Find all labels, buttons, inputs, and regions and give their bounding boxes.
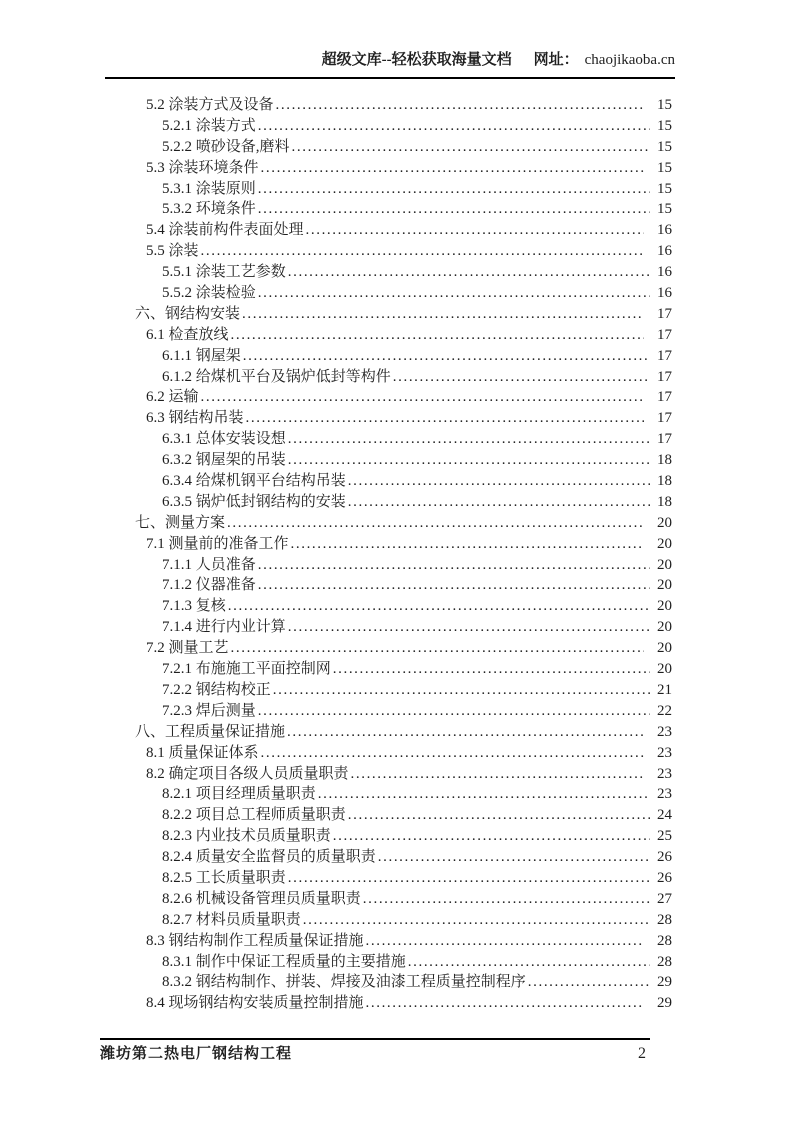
toc-entry: [162, 680, 672, 701]
toc-dot-leader: [303, 910, 650, 931]
toc-entry-title: 8.2 确定项目各级人员质量职责: [146, 765, 349, 782]
toc-entry: [162, 659, 672, 680]
toc-entry-page: 15: [657, 138, 672, 155]
toc-entry-page: 17: [657, 368, 672, 385]
toc-entry-title: 8.2.2 项目总工程师质量职责: [162, 807, 346, 824]
toc-entry-page: 17: [657, 410, 672, 427]
header-url-label: 网址：: [533, 52, 579, 68]
toc-dot-leader: [306, 220, 644, 241]
toc-entry-title: 8.2.6 机械设备管理员质量职责: [162, 890, 361, 907]
toc-dot-leader: [348, 492, 650, 513]
page-header: [105, 52, 675, 79]
toc-entry-title: 6.3 钢结构吊装: [146, 410, 244, 427]
toc-entry-page: 23: [657, 786, 672, 803]
footer-page-number: 2: [638, 1045, 646, 1062]
toc-entry: [135, 722, 672, 743]
toc-entry: [146, 638, 672, 659]
toc-entry-page: 20: [657, 598, 672, 615]
toc-entry: [162, 283, 672, 304]
toc-entry-title: 7.2.2 钢结构校正: [162, 681, 271, 698]
toc-entry-title: 5.3.2 环境条件: [162, 201, 256, 218]
toc-entry-title: 七、测量方案: [135, 514, 226, 531]
toc-entry-page: 17: [657, 326, 672, 343]
toc-entry-page: 28: [657, 932, 672, 949]
toc-entry: [162, 199, 672, 220]
toc-dot-leader: [351, 764, 644, 785]
toc-dot-leader: [243, 346, 650, 367]
toc-entry-title: 8.2.7 材料员质量职责: [162, 911, 301, 928]
toc-entry-page: 16: [657, 264, 672, 281]
toc-entry-title: 5.4 涂装前构件表面处理: [146, 222, 304, 239]
footer-project-name: 潍坊第二热电厂钢结构工程: [100, 1046, 293, 1062]
toc-dot-leader: [363, 889, 650, 910]
toc-entry-page: 15: [657, 180, 672, 197]
toc-entry-title: 7.2.3 焊后测量: [162, 702, 256, 719]
toc-entry: [162, 429, 672, 450]
toc-entry: [146, 387, 672, 408]
toc-dot-leader: [258, 701, 650, 722]
toc-entry-title: 6.3.4 给煤机钢平台结构吊装: [162, 473, 346, 490]
toc-dot-leader: [258, 575, 650, 596]
toc-entry-page: 29: [657, 995, 672, 1012]
toc-entry-page: 28: [657, 911, 672, 928]
toc-entry-page: 21: [657, 681, 672, 698]
toc-entry: [162, 137, 672, 158]
toc-entry-page: 23: [657, 744, 672, 761]
toc-entry-title: 8.3 钢结构制作工程质量保证措施: [146, 932, 364, 949]
header-text: [105, 52, 675, 68]
toc-dot-leader: [348, 471, 650, 492]
toc-entry-page: 16: [657, 285, 672, 302]
toc-entry-title: 8.4 现场钢结构安装质量控制措施: [146, 995, 364, 1012]
toc-entry-page: 17: [657, 389, 672, 406]
toc-entry: [162, 910, 672, 931]
toc-entry: [162, 784, 672, 805]
toc-list: [135, 95, 672, 1014]
toc-dot-leader: [258, 283, 650, 304]
toc-entry-page: 20: [657, 556, 672, 573]
toc-entry-title: 6.1.1 钢屋架: [162, 347, 241, 364]
toc-entry-page: 20: [657, 640, 672, 657]
toc-entry-title: 8.3.2 钢结构制作、拼装、焊接及油漆工程质量控制程序: [162, 974, 526, 991]
toc-entry: [162, 575, 672, 596]
toc-dot-leader: [292, 137, 650, 158]
toc-entry: [146, 95, 672, 116]
toc-entry-page: 28: [657, 953, 672, 970]
toc-entry-page: 15: [657, 201, 672, 218]
toc-dot-leader: [242, 304, 644, 325]
toc-entry: [162, 889, 672, 910]
toc-entry: [162, 492, 672, 513]
toc-entry-title: 7.1.3 复核: [162, 598, 226, 615]
toc-entry: [162, 450, 672, 471]
header-site-slogan: 超级文库--轻松获取海量文档: [321, 52, 512, 68]
toc-entry: [162, 952, 672, 973]
toc-dot-leader: [291, 534, 644, 555]
toc-dot-leader: [366, 931, 644, 952]
toc-entry-title: 8.3.1 制作中保证工程质量的主要措施: [162, 953, 406, 970]
toc-entry: [146, 158, 672, 179]
toc-entry-page: 29: [657, 974, 672, 991]
toc-entry: [146, 220, 672, 241]
toc-entry-page: 20: [657, 619, 672, 636]
toc-entry: [162, 179, 672, 200]
toc-entry: [162, 262, 672, 283]
toc-entry-page: 27: [657, 890, 672, 907]
toc-entry-title: 6.1 检查放线: [146, 326, 229, 343]
toc-entry: [146, 931, 672, 952]
toc-entry-title: 八、工程质量保证措施: [135, 723, 286, 740]
toc-entry-title: 5.2 涂装方式及设备: [146, 97, 274, 113]
toc-entry: [146, 764, 672, 785]
toc-dot-leader: [333, 826, 650, 847]
toc-entry: [162, 847, 672, 868]
toc-entry: [162, 617, 672, 638]
toc-entry-title: 六、钢结构安装: [135, 305, 241, 322]
toc-entry-title: 5.2.2 喷砂设备,磨料: [162, 138, 290, 155]
toc-entry-title: 7.1 测量前的准备工作: [146, 535, 289, 552]
toc-entry: [162, 367, 672, 388]
toc-entry-title: 6.2 运输: [146, 389, 199, 406]
toc-entry-title: 8.2.4 质量安全监督员的质量职责: [162, 849, 376, 866]
toc-dot-leader: [273, 680, 650, 701]
toc-entry-page: 15: [657, 97, 672, 113]
toc-entry-title: 6.1.2 给煤机平台及锅炉低封等构件: [162, 368, 391, 385]
toc-dot-leader: [366, 993, 644, 1014]
header-url: chaojikaoba.cn: [584, 52, 675, 68]
toc-entry-page: 18: [657, 452, 672, 469]
toc-dot-leader: [261, 158, 644, 179]
toc-entry: [162, 555, 672, 576]
toc-entry: [162, 346, 672, 367]
toc-entry-title: 5.5.2 涂装检验: [162, 285, 256, 302]
toc-dot-leader: [231, 325, 644, 346]
toc-entry-page: 20: [657, 535, 672, 552]
toc-entry-title: 7.2.1 布施施工平面控制网: [162, 661, 331, 678]
toc-entry-title: 5.5.1 涂装工艺参数: [162, 264, 286, 281]
toc-entry: [162, 596, 672, 617]
toc-entry: [146, 534, 672, 555]
toc-entry-title: 8.2.3 内业技术员质量职责: [162, 828, 331, 845]
toc-entry-title: 5.3 涂装环境条件: [146, 159, 259, 176]
toc-entry-page: 23: [657, 765, 672, 782]
toc-entry-title: 7.2 测量工艺: [146, 640, 229, 657]
toc-entry-page: 20: [657, 661, 672, 678]
toc-dot-leader: [201, 241, 644, 262]
toc-entry-title: 6.3.5 锅炉低封钢结构的安装: [162, 493, 346, 510]
toc-entry-title: 5.5 涂装: [146, 243, 199, 260]
toc-entry-page: 22: [657, 702, 672, 719]
toc-entry: [146, 241, 672, 262]
toc-entry-page: 16: [657, 222, 672, 239]
toc-dot-leader: [287, 722, 644, 743]
toc-entry: [162, 826, 672, 847]
toc-entry-title: 5.3.1 涂装原则: [162, 180, 256, 197]
toc-dot-leader: [528, 972, 650, 993]
toc-dot-leader: [201, 387, 644, 408]
header-rule: [105, 77, 675, 79]
toc-dot-leader: [348, 805, 650, 826]
toc-dot-leader: [246, 408, 644, 429]
toc-entry-page: 23: [657, 723, 672, 740]
toc-entry: [146, 743, 672, 764]
page-footer: [100, 1038, 650, 1063]
toc-dot-leader: [288, 450, 650, 471]
toc-dot-leader: [288, 262, 650, 283]
toc-dot-leader: [318, 784, 650, 805]
toc-entry-page: 24: [657, 807, 672, 824]
toc-dot-leader: [378, 847, 650, 868]
toc-entry-title: 8.2.1 项目经理质量职责: [162, 786, 316, 803]
toc-entry: [135, 304, 672, 325]
toc-entry: [162, 116, 672, 137]
toc-dot-leader: [228, 596, 650, 617]
toc-dot-leader: [276, 95, 644, 116]
toc-dot-leader: [261, 743, 644, 764]
toc-entry-page: 17: [657, 305, 672, 322]
toc-entry-title: 7.1.1 人员准备: [162, 556, 256, 573]
toc-entry-title: 7.1.4 进行内业计算: [162, 619, 286, 636]
toc-entry-page: 15: [657, 117, 672, 134]
toc-dot-leader: [258, 179, 650, 200]
toc-entry-page: 20: [657, 514, 672, 531]
toc-entry-page: 17: [657, 431, 672, 448]
toc-entry-title: 8.2.5 工长质量职责: [162, 869, 286, 886]
toc-dot-leader: [288, 868, 650, 889]
toc-entry-page: 18: [657, 473, 672, 490]
toc-entry: [162, 805, 672, 826]
toc-entry: [162, 471, 672, 492]
toc-entry-page: 17: [657, 347, 672, 364]
toc-entry-page: 20: [657, 577, 672, 594]
toc-dot-leader: [258, 116, 650, 137]
toc-entry-title: 8.1 质量保证体系: [146, 744, 259, 761]
toc-entry-page: 25: [657, 828, 672, 845]
toc-entry: [135, 513, 672, 534]
toc-entry-page: 26: [657, 849, 672, 866]
toc-entry: [162, 972, 672, 993]
toc-entry-page: 18: [657, 493, 672, 510]
toc-entry: [146, 325, 672, 346]
toc-entry-title: 6.3.1 总体安装设想: [162, 431, 286, 448]
toc-dot-leader: [258, 555, 650, 576]
toc-entry: [162, 701, 672, 722]
toc-entry: [162, 868, 672, 889]
toc-entry-page: 15: [657, 159, 672, 176]
toc-dot-leader: [288, 617, 650, 638]
toc-entry-page: 16: [657, 243, 672, 260]
toc-dot-leader: [258, 199, 650, 220]
toc-entry-title: 6.3.2 钢屋架的吊装: [162, 452, 286, 469]
toc-entry-title: 7.1.2 仪器准备: [162, 577, 256, 594]
toc-dot-leader: [288, 429, 650, 450]
toc-dot-leader: [231, 638, 644, 659]
toc-entry: [146, 993, 672, 1014]
toc-dot-leader: [393, 367, 650, 388]
toc-entry-page: 26: [657, 869, 672, 886]
toc-dot-leader: [227, 513, 644, 534]
toc-entry: [146, 408, 672, 429]
toc-dot-leader: [333, 659, 650, 680]
toc-entry-title: 5.2.1 涂装方式: [162, 117, 256, 134]
toc-dot-leader: [408, 952, 650, 973]
